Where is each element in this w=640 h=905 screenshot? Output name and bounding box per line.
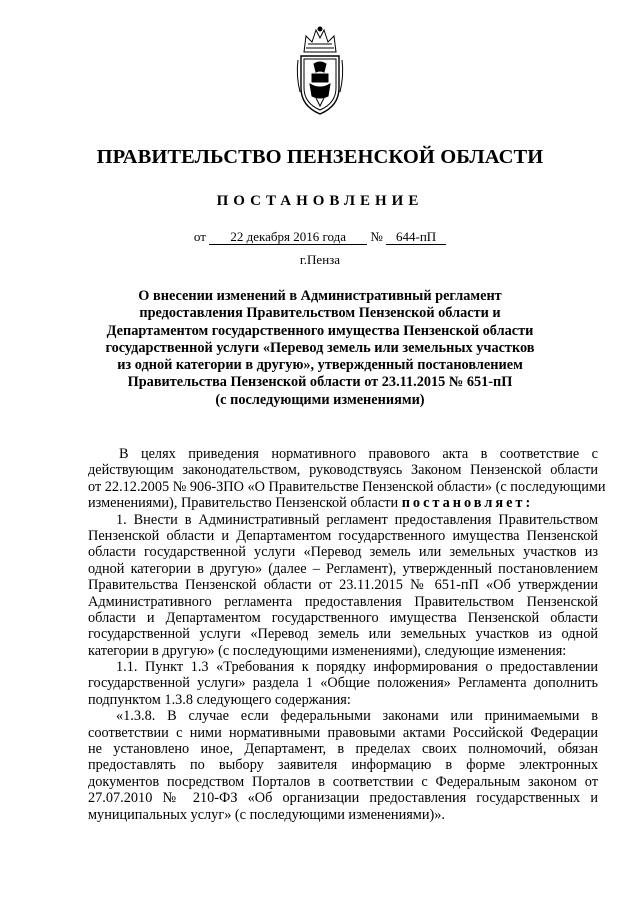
item-1-line: 1. Внести в Административный регламент предоставления Правительством [116,511,598,528]
date-number-line [0,229,640,245]
item-1-line: одной категории в другую» (далее – Регламент), утвержденный постановлением [88,560,598,577]
item-1-line: области государственной услуги «Перевод земель или земельных участков из [88,544,598,561]
coat-of-arms-icon [294,26,346,118]
item-1-line: категории в другую» (с последующими изменениями), следующие изменения: [88,642,567,659]
item-1-line: Пензенской области и Департаментом государственного имущества Пензенской [88,527,598,544]
heading-line: Правительства Пензенской области от 23.11.2015 № 651-пП [127,374,513,391]
document-number: 644-пП [386,229,446,245]
item-1-3-8-line: «1.3.8. В случае если федеральными законами или принимаемыми в [116,708,598,725]
preamble-line-resolves [88,495,598,511]
heading-line: из одной категории в другую», утвержденный постановлением [117,357,523,374]
heading-line: предоставления Правительством Пензенской области и [139,305,501,322]
item-1-3-8-line: не установлено иное, Департамент, в пределах своих полномочий, обязан [88,741,598,758]
number-prefix: № [370,229,383,244]
heading-line: (с последующими изменениями) [215,391,425,408]
heading-line: государственной услуги «Перевод земель или земельных участков [105,339,535,356]
item-1-1-line: государственной услуги» раздела 1 «Общие положения» Регламента дополнить [88,675,598,692]
item-1-line: Правительства Пензенской области от 23.11.2015 № 651-пП «Об утверждении [88,577,598,594]
document-heading [100,288,540,409]
city: г.Пенза [299,252,341,267]
preamble-line: В целях приведения нормативного правового акта в соответствие с [119,446,598,462]
date-prefix: от [193,229,206,244]
document-body [88,446,606,823]
heading-line: Департаментом государственного имущества Пензенской области [106,322,534,339]
preamble-line: действующим законодательством, руководствуясь Законом Пензенской области [88,462,598,479]
preamble-line: от 22.12.2005 № 906-ЗПО «О Правительстве Пензенской области» (с последующими [88,478,606,495]
item-1-3-8-line: муниципальных услуг» (с последующими изменениями)». [88,806,445,823]
item-1-1-line: подпунктом 1.3.8 следующего содержания: [88,691,351,708]
document-date: 22 декабря 2016 года [209,229,367,245]
item-1-line: Административного регламента предоставления Правительством Пензенской [88,593,598,610]
resolves-word: постановляет: [401,495,534,512]
item-1-3-8-line: соответствии с ними нормативными правовыми актами Российской Федерации [88,724,598,741]
item-1-line: государственной услуги «Перевод земель или земельных участков из одной [88,626,598,643]
preamble-line: изменениями), Правительство Пензенской области [88,495,399,512]
item-1-3-8-line: документов посредством Порталов в соответствии с Федеральным законом от [88,773,598,790]
document-type: ПОСТАНОВЛЕНИЕ [216,193,424,209]
item-1-3-8-line: 27.07.2010 № 210-ФЗ «Об организации предоставления государственных и [88,790,598,807]
item-1-line: области и Департаментом государственного имущества Пензенской области [88,609,598,626]
item-1-3-8-line: предоставлять по выбору заявителя информацию в форме электронных [88,757,598,774]
heading-line: О внесении изменений в Административный регламент [138,288,502,304]
item-1-1-line: 1.1. Пункт 1.3 «Требования к порядку информирования о предоставлении [116,659,598,676]
government-title: ПРАВИТЕЛЬСТВО ПЕНЗЕНСКОЙ ОБЛАСТИ [96,146,544,168]
